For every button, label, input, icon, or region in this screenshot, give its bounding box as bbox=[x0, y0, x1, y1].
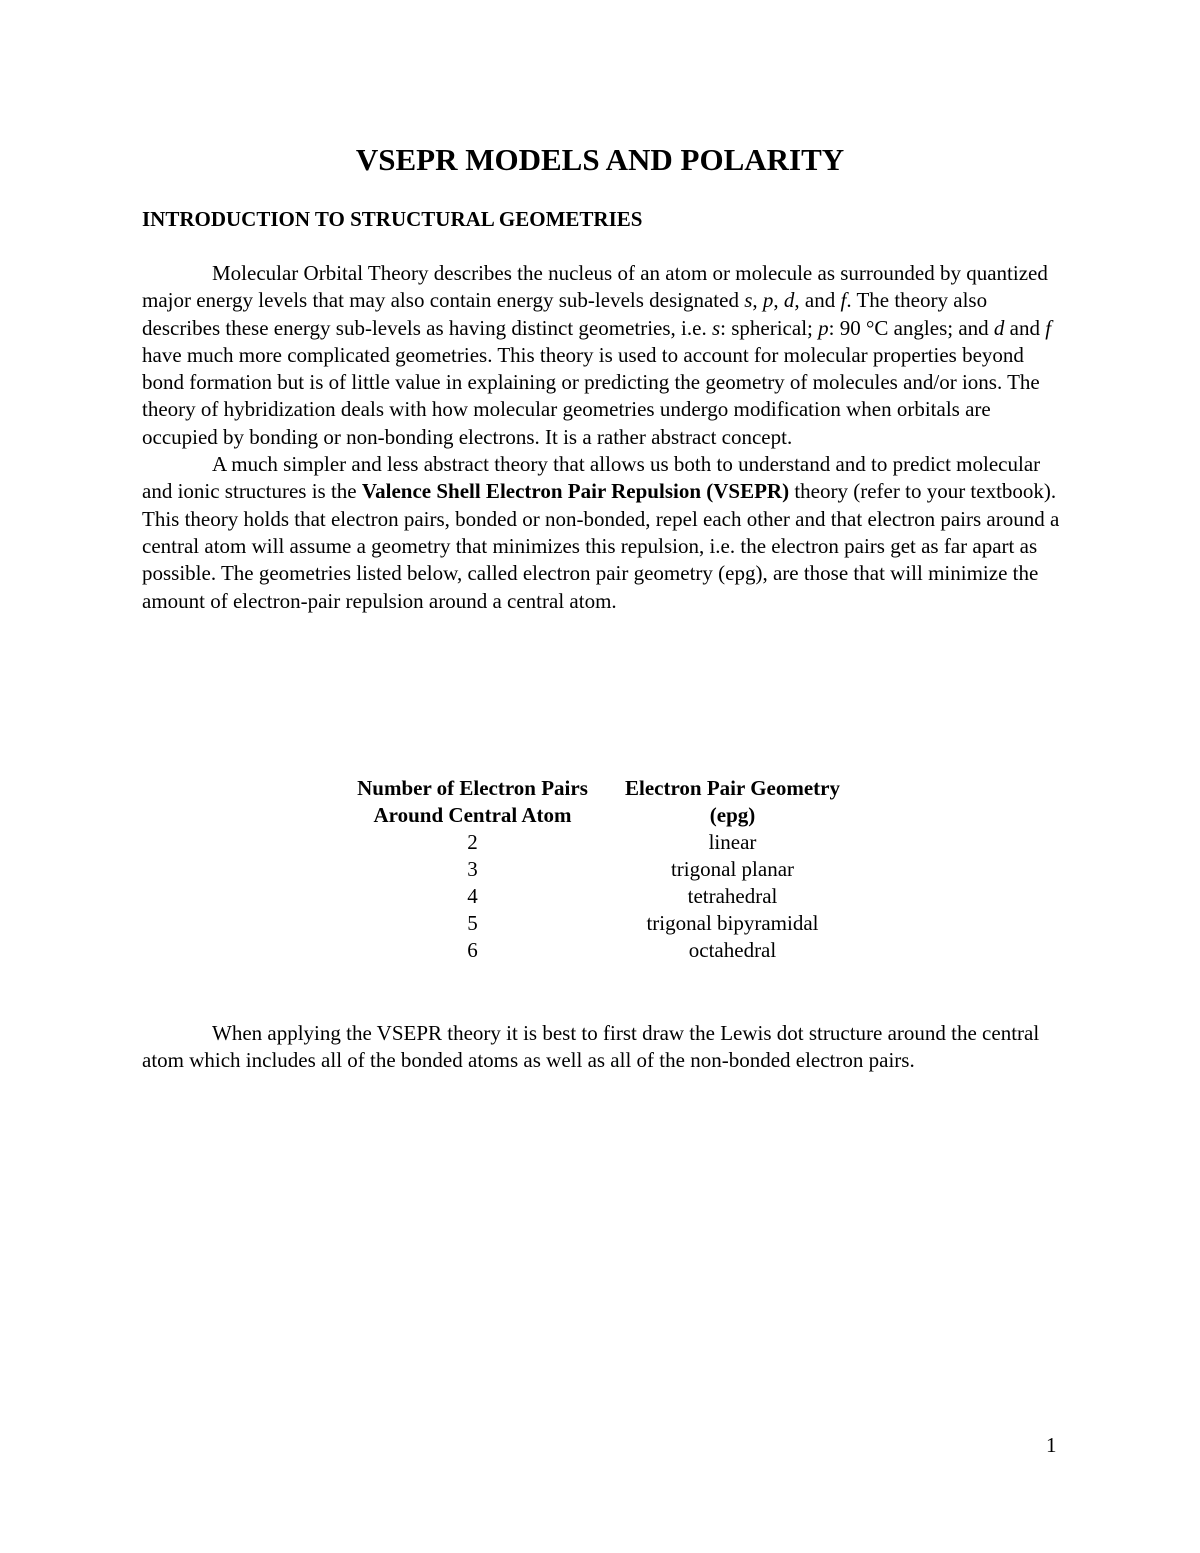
cell-geometry: trigonal bipyramidal bbox=[646, 911, 819, 935]
cell-geometry: tetrahedral bbox=[687, 884, 778, 908]
table-row bbox=[355, 910, 860, 937]
cell-geometry: trigonal planar bbox=[670, 857, 795, 881]
cell-pairs: 2 bbox=[467, 830, 478, 854]
column-header-geometry: Electron Pair Geometry (epg) bbox=[625, 776, 840, 827]
table-row bbox=[355, 937, 860, 964]
cell-geometry: linear bbox=[708, 830, 757, 854]
section-heading: INTRODUCTION TO STRUCTURAL GEOMETRIES bbox=[142, 207, 643, 231]
cell-pairs: 3 bbox=[467, 857, 478, 881]
page-title: VSEPR MODELS AND POLARITY bbox=[355, 142, 845, 177]
intro-text bbox=[142, 260, 1062, 615]
paragraph-lewis-structure: When applying the VSEPR theory it is best to first draw the Lewis dot structure around the central atom which includes all of the bonded atoms as well as all of the non-bonded electron pairs. bbox=[142, 1021, 1040, 1073]
table-row bbox=[355, 883, 860, 910]
cell-geometry: octahedral bbox=[688, 938, 777, 962]
table-row bbox=[355, 829, 860, 856]
paragraph-vsepr-theory: A much simpler and less abstract theory that allows us both to understand and to predict molecular and ionic structures is the Valence Shell Electron Pair Repulsion (VSEPR) theory (refer to your textbook). This theory holds that electron pairs, bonded or non-bonded, repel each other and that electron pairs around a central atom will assume a geometry that minimizes this repulsion, i.e. the electron pairs get as far apart as possible. The geometries listed below, called electron pair geometry (epg), are those that will minimize the amount of electron-pair repulsion around a central atom. bbox=[142, 452, 1060, 613]
column-header-electron-pairs: Number of Electron Pairs Around Central Atom bbox=[357, 776, 588, 827]
cell-pairs: 4 bbox=[467, 884, 478, 908]
lewis-structure-text bbox=[142, 1020, 1062, 1075]
cell-pairs: 5 bbox=[467, 911, 478, 935]
page-number: 1 bbox=[1046, 1433, 1057, 1457]
epg-table bbox=[355, 775, 860, 964]
table-header-row bbox=[355, 775, 860, 829]
vsepr-term: Valence Shell Electron Pair Repulsion (VSEPR) bbox=[361, 479, 790, 504]
table-row bbox=[355, 856, 860, 883]
cell-pairs: 6 bbox=[467, 938, 478, 962]
paragraph-molecular-orbital-theory: Molecular Orbital Theory describes the nucleus of an atom or molecule as surrounded by quantized major energy levels that may also contain energy sub-levels designated s, p, d, and f. The theory also describes these energy sub-levels as having distinct geometries, i.e. s: spherical; p: 90 °C angles; and d and f have much more complicated geometries. This theory is used to account for molecular properties beyond bond formation but is of little value in explaining or predicting the geometry of molecules and/or ions. The theory of hybridization deals with how molecular geometries undergo modification when orbitals are occupied by bonding or non-bonding electrons. It is a rather abstract concept. bbox=[142, 261, 1052, 449]
